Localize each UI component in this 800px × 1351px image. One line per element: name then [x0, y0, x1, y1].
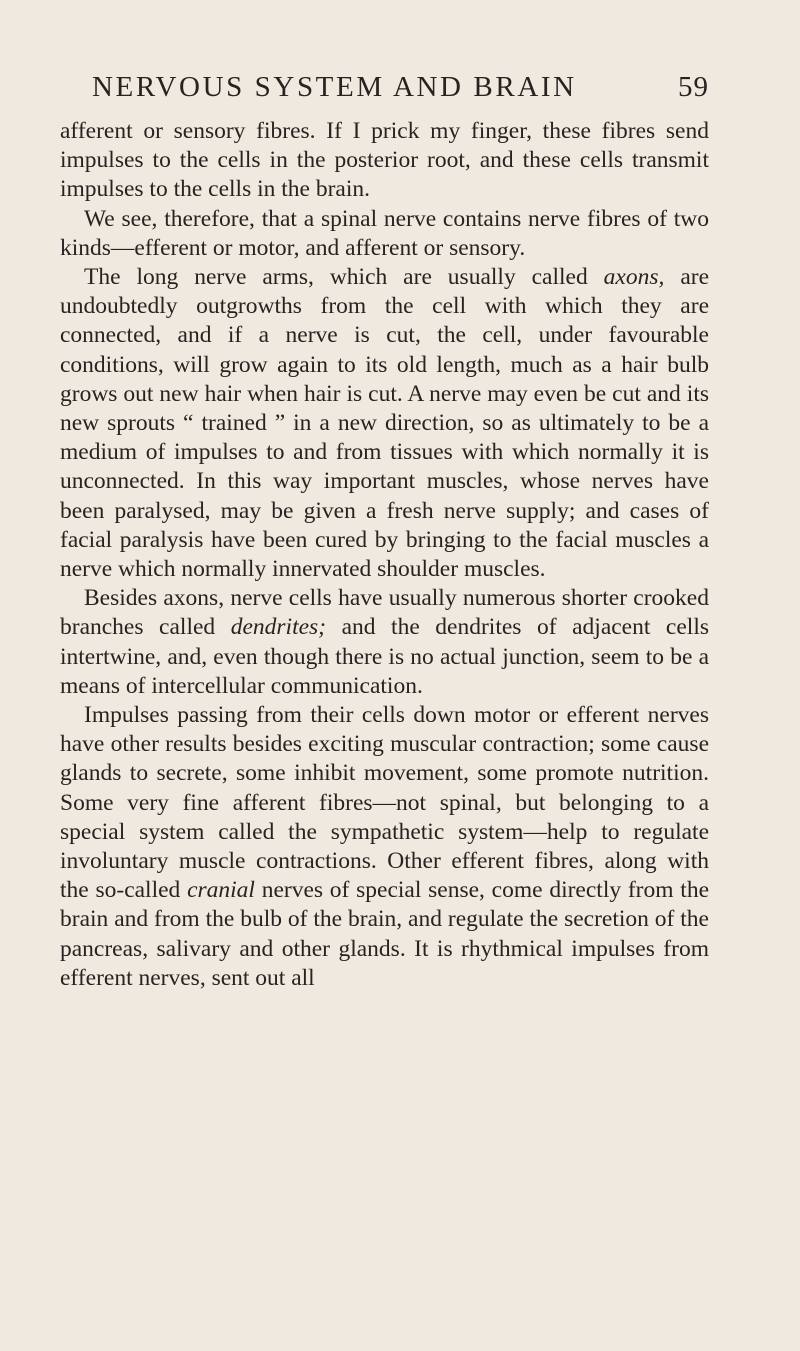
italic-term-axons: axons,	[603, 264, 665, 291]
paragraph	[60, 117, 709, 205]
text-run: and the dendrites of adjacent cells intertwine, and, even though there is no actual junction, seem to be a means of intercellular communication.	[60, 614, 709, 699]
running-title: NERVOUS SYSTEM AND BRAIN	[92, 71, 577, 103]
running-header	[92, 70, 709, 104]
text-run: Impulses passing from their cells down motor or efferent nerves have other results besides exciting muscular contraction; some cause glands to secrete, some inhibit movement, some promote nutrition. Some very fine afferent fibres—not spinal, but belonging to a special system called the sympathetic system—help to regulate involuntary muscle contractions. Other efferent fibres, along with the so-called	[60, 702, 709, 904]
body-text	[60, 117, 709, 993]
italic-term-dendrites: dendrites;	[230, 614, 327, 641]
paragraph	[60, 205, 709, 263]
text-run: nerves of special sense, come directly from the brain and from the bulb of the brain, and regulate the secretion of the pancreas, salivary and other glands. It is rhythmical impulses from efferent nerves, sent out all	[60, 877, 710, 991]
paragraph	[60, 701, 709, 993]
text-run: afferent or sensory fibres. If I prick my finger, these fibres send impulses to the cells in the posterior root, and these cells transmit impulses to the cells in the brain.	[60, 118, 709, 203]
paragraph	[60, 584, 709, 701]
text-run: are undoubtedly outgrowths from the cell with which they are connected, and if a nerve is cut, the cell, under favourable conditions, will grow again to its old length, much as a hair bulb grows out new hair when hair is cut. A nerve may even be cut and its new sprouts “ trained ” in a new direction, so as ultimately to be a medium of impulses to and from tissues with which normally it is unconnected. In this way important muscles, whose nerves have been paralysed, may be given a fresh nerve supply; and cases of facial paralysis have been cured by bringing to the facial muscles a nerve which normally innervated shoulder muscles.	[60, 264, 710, 583]
text-run: Besides axons, nerve cells have usually numerous shorter crooked branches called	[60, 585, 709, 641]
paragraph	[60, 263, 709, 584]
italic-term-cranial: cranial	[187, 877, 255, 904]
text-run: The long nerve arms, which are usually called	[84, 264, 604, 291]
text-run: We see, therefore, that a spinal nerve contains nerve fibres of two kinds—efferent or motor, and afferent or sensory.	[60, 205, 709, 261]
page-number: 59	[678, 71, 709, 103]
